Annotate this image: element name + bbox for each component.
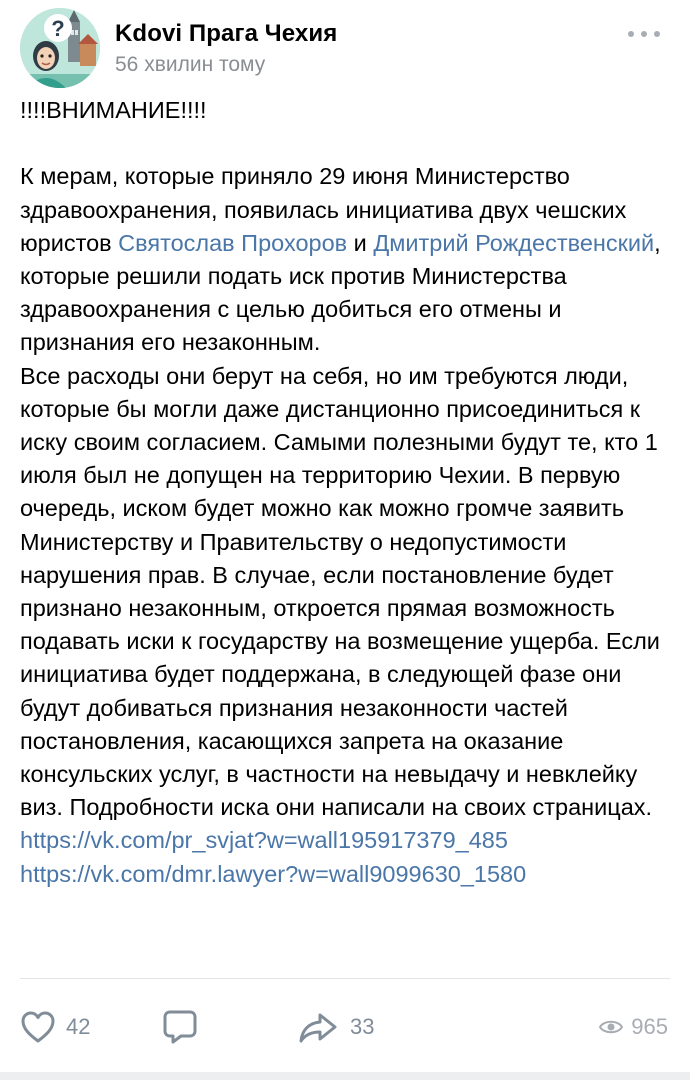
dot: [654, 31, 660, 37]
paragraph-1: [20, 160, 675, 359]
like-count: 42: [66, 1014, 91, 1039]
share-button[interactable]: [298, 1005, 374, 1049]
mention-link-2[interactable]: Дмитрий Рождественский: [373, 229, 655, 256]
eye-icon: [599, 1018, 623, 1036]
mention-link-1[interactable]: Святослав Прохоров: [118, 229, 348, 256]
post-actions-bar: [0, 1005, 690, 1049]
divider: [20, 978, 670, 979]
feed-separator: [0, 1072, 690, 1080]
post-text: [20, 94, 675, 891]
svg-text:?: ?: [51, 16, 65, 41]
share-count: 33: [350, 1014, 375, 1039]
views-counter: [599, 1005, 668, 1049]
paragraph-1-start: К мерам, которые приняло 29 июня Министерство здравоохранения, появилась инициатива двух чешских юристов: [20, 163, 627, 256]
dot: [628, 31, 634, 37]
attention-line: !!!!ВНИМАНИЕ!!!!: [20, 97, 207, 123]
dot: [641, 31, 647, 37]
views-count: 965: [631, 1014, 668, 1039]
comment-button[interactable]: [162, 1005, 198, 1049]
comment-icon: [162, 1009, 198, 1045]
community-avatar[interactable]: [20, 8, 100, 88]
heart-icon: [20, 1010, 56, 1044]
more-dots-icon[interactable]: [628, 26, 660, 42]
paragraph-1-end: , которые решили подать иск против Министерства здравоохранения с целью добиться его отмены и признания его незаконным.: [20, 229, 661, 356]
and-word: и: [347, 229, 374, 256]
post-timestamp[interactable]: 56 хвилин тому: [115, 53, 266, 76]
like-button[interactable]: [20, 1005, 90, 1049]
share-arrow-icon: [298, 1011, 338, 1043]
community-name[interactable]: Kdovi Прага Чехия: [115, 20, 338, 47]
paragraph-2: Все расходы они берут на себя, но им требуются люди, которые бы могли даже дистанционно присоединиться к иску своим согласием. Самыми полезными будут те, кто 1 июля был не допущен на территорию Чехии. В первую очередь, иском будет можно как можно громче заявить Министерству и Правительству о недопустимости нарушения прав. В случае, если постановление будет признано незаконным, откроется прямая возможность подавать иски к государству на возмещение ущерба. Если инициатива будет поддержана, в следующей фазе они будут добиваться признания незаконности частей постановления, касающихся запрета на оказание консульских услуг, в частности на невыдачу и невклейку виз. Подробности иска они написали на своих страницах.: [20, 362, 660, 821]
url-link-2[interactable]: https://vk.com/dmr.lawyer?w=wall9099630_1580: [20, 860, 527, 887]
blank-line: [20, 127, 675, 160]
post-header: [20, 8, 670, 88]
url-link-1[interactable]: https://vk.com/pr_svjat?w=wall195917379_485: [20, 827, 508, 854]
